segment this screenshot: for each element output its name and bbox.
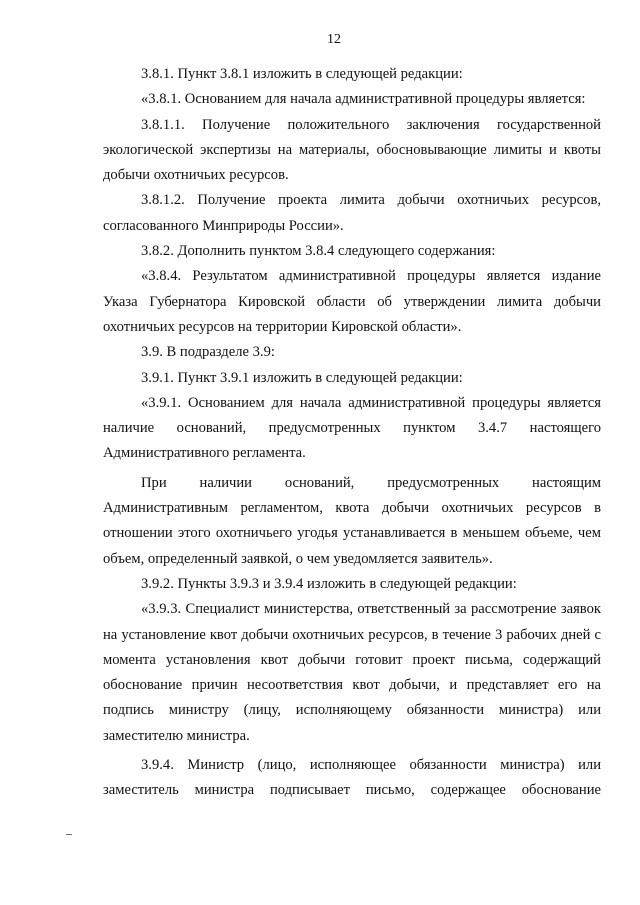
- paragraph-3-8-1-quote: «3.8.1. Основанием для начала административной процедуры является:: [141, 91, 586, 108]
- document-body: [103, 62, 601, 804]
- paragraph-3-9-1: 3.9.1. Пункт 3.9.1 изложить в следующей редакции:: [141, 369, 463, 386]
- paragraph-3-8-1-1: 3.8.1.1. Получение положительного заключения государственной экологической экспертизы на материалы, обосновывающие лимиты и квоты добычи охотничьих ресурсов.: [103, 116, 601, 184]
- paragraph-3-8-1-2: 3.8.1.2. Получение проекта лимита добычи охотничьих ресурсов, согласованного Минприроды России».: [103, 192, 601, 234]
- paragraph-3-9-1-quote: «3.9.1. Основанием для начала административной процедуры является наличие оснований, предусмотренных пунктом 3.4.7 настоящего Административного регламента.: [103, 394, 601, 462]
- paragraph-3-9-2: 3.9.2. Пункты 3.9.3 и 3.9.4 изложить в следующей редакции:: [141, 575, 517, 592]
- paragraph-3-9-4: 3.9.4. Министр (лицо, исполняющее обязанности министра) или заместитель министра подписывает письмо, содержащее обоснование: [103, 757, 601, 799]
- paragraph-3-8-1: 3.8.1. Пункт 3.8.1 изложить в следующей редакции:: [141, 66, 463, 82]
- paragraph-3-9-3: «3.9.3. Специалист министерства, ответственный за рассмотрение заявок на установление квот добычи охотничьих ресурсов, в течение 3 рабочих дней с момента установления квот добычи готовит проект письма, содержащий обоснование причин несоответствия квот добычи, и представляет его на подпись министру (лицу, исполняющему обязанности министра) или заместителю министра.: [103, 601, 601, 744]
- paragraph-3-8-2: 3.8.2. Дополнить пунктом 3.8.4 следующего содержания:: [141, 243, 496, 260]
- margin-mark: –: [66, 826, 72, 840]
- paragraph-3-9: 3.9. В подразделе 3.9:: [141, 344, 275, 361]
- paragraph-reduced-quota: При наличии оснований, предусмотренных настоящим Административным регламентом, квота добычи охотничьих ресурсов в отношении этого охотничьего угодья устанавливается в меньшем объеме, чем объем, определенный заявкой, о чем уведомляется заявитель».: [103, 474, 601, 567]
- page-number: 12: [327, 32, 341, 47]
- paragraph-3-8-4: «3.8.4. Результатом административной процедуры является издание Указа Губернатора Кировской области об утверждении лимита добычи охотничьих ресурсов на территории Кировской области».: [103, 268, 601, 335]
